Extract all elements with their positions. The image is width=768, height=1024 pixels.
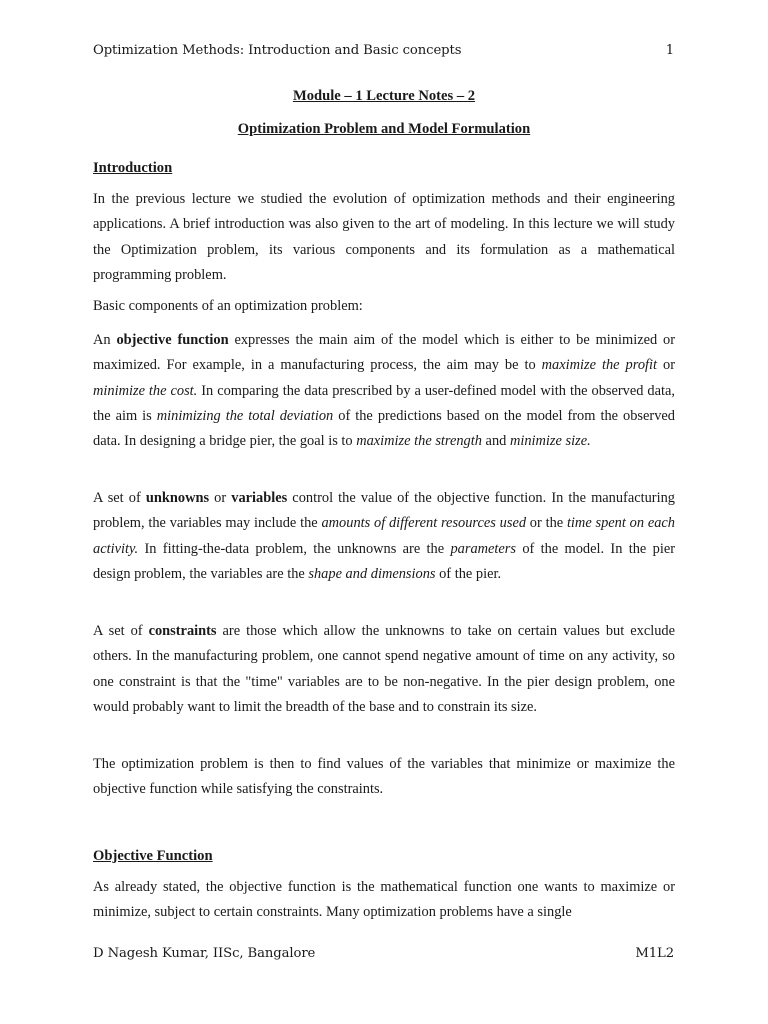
objective-function-heading: Objective Function (93, 848, 213, 864)
footer-author: D Nagesh Kumar, IISc, Bangalore (93, 946, 316, 961)
summary-paragraph: The optimization problem is then to find values of the variables that minimize or maximize the objective function while satisfying the constraints. (93, 756, 675, 798)
variables-paragraph: A set of unknowns or variables control the value of the objective function. In the manufacturing problem, the variables may include the amounts of different resources used or the time spent on each activity. In fitting-the-data problem, the unknowns are the parameters of the model. In the pier design problem, the variables are the shape and dimensions of the pier. (93, 490, 675, 582)
page-footer (93, 946, 674, 961)
objective-paragraph: An objective function expresses the main aim of the model which is either to be minimized or maximized. For example, in a manufacturing process, the aim may be to maximize the profit or minimize the cost. In comparing the data prescribed by a user-defined model with the observed data, the aim is minimizing the total deviation of the predictions based on the model from the observed data. In designing a bridge pier, the goal is to maximize the strength and minimize size. (93, 332, 675, 450)
page-number: 1 (665, 43, 674, 58)
introduction-heading: Introduction (93, 160, 173, 176)
components-lead: Basic components of an optimization problem: (93, 298, 363, 314)
objective-function-paragraph: As already stated, the objective function is the mathematical function one wants to maximize or minimize, subject to certain constraints. Many optimization problems have a single (93, 879, 675, 921)
lecture-title: Optimization Problem and Model Formulation (237, 121, 531, 137)
intro-paragraph: In the previous lecture we studied the evolution of optimization methods and their engineering applications. A brief introduction was also given to the art of modeling. In this lecture we will study the Optimization problem, its various components and its formulation as a mathematical programming problem. (93, 191, 675, 283)
constraints-paragraph: A set of constraints are those which allow the unknowns to take on certain values but exclude others. In the manufacturing problem, one cannot spend negative amount of time on any activity, so one constraint is that the "time" variables are to be non-negative. In the pier design problem, one would probably want to limit the breadth of the base and to constrain its size. (93, 623, 675, 715)
footer-code: M1L2 (635, 946, 674, 961)
header-title: Optimization Methods: Introduction and Basic concepts (93, 43, 462, 58)
module-title: Module – 1 Lecture Notes – 2 (292, 88, 476, 104)
page-header (93, 43, 674, 58)
